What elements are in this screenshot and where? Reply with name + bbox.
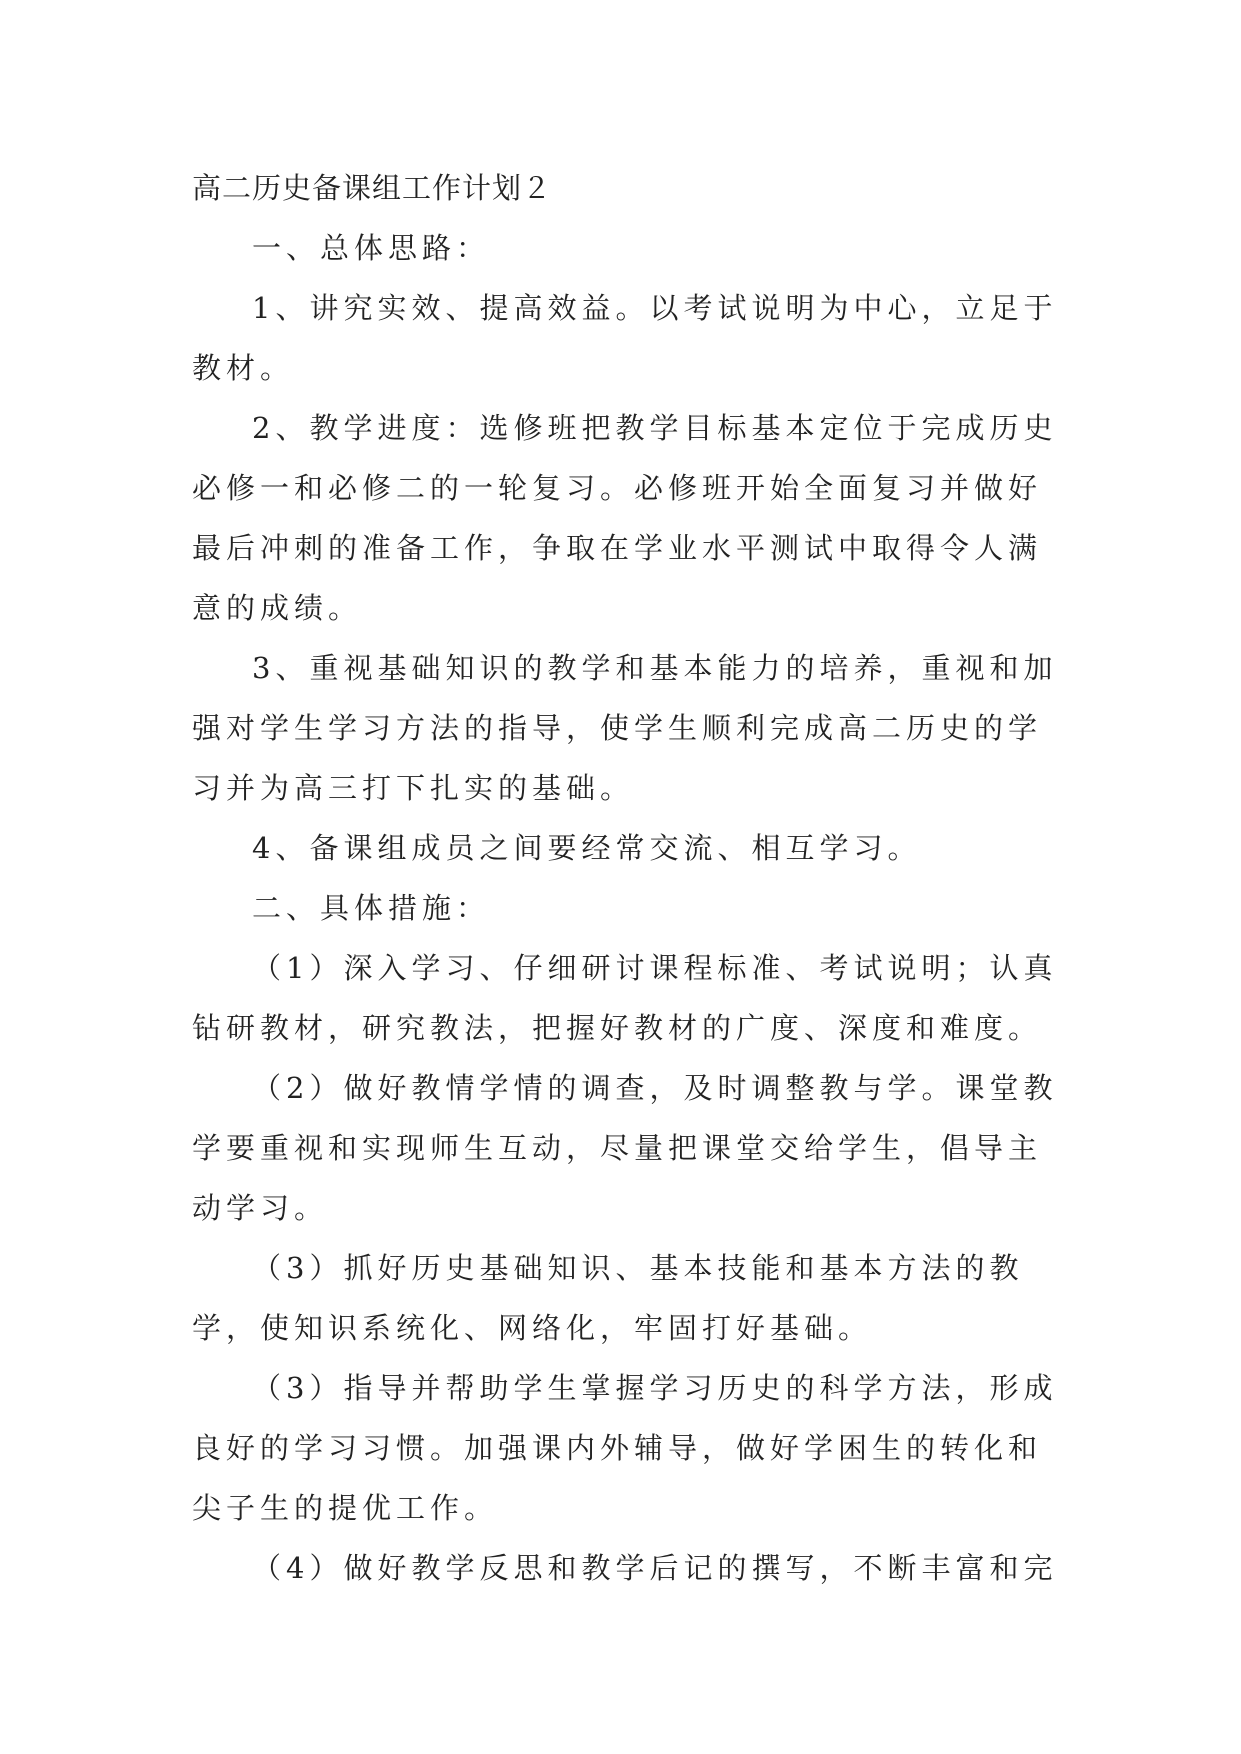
section-heading-specific-measures: 二、具体措施： bbox=[252, 891, 491, 925]
paragraph-item-4: 4、备课组成员之间要经常交流、相互学习。 bbox=[252, 831, 922, 865]
paragraph-item-2: 2、教学进度：选修班把教学目标基本定位于完成历史必修一和必修二的一轮复习。必修班开始全面复习并做好最后冲刺的准备工作，争取在学业水平测试中取得令人满意的成绩。 bbox=[192, 411, 1058, 625]
measure-item-3a: （3）抓好历史基础知识、基本技能和基本方法的教学，使知识系统化、网络化，牢固打好基础。 bbox=[192, 1251, 1024, 1345]
paragraph-item-3: 3、重视基础知识的教学和基本能力的培养，重视和加强对学生学习方法的指导，使学生顺利完成高二历史的学习并为高三打下扎实的基础。 bbox=[192, 651, 1058, 805]
measure-item-2: （2）做好教情学情的调查，及时调整教与学。课堂教学要重视和实现师生互动，尽量把课堂交给学生，倡导主动学习。 bbox=[192, 1071, 1058, 1225]
measure-item-1: （1）深入学习、仔细研讨课程标准、考试说明；认真钻研教材，研究教法，把握好教材的广度、深度和难度。 bbox=[192, 951, 1058, 1045]
measure-item-3b: （3）指导并帮助学生掌握学习历史的科学方法，形成良好的学习习惯。加强课内外辅导，做好学困生的转化和尖子生的提优工作。 bbox=[192, 1371, 1058, 1525]
paragraph-item-1: 1、讲究实效、提高效益。以考试说明为中心，立足于教材。 bbox=[192, 291, 1058, 385]
document-title: 高二历史备课组工作计划２ bbox=[192, 171, 553, 205]
measure-item-4: （4）做好教学反思和教学后记的撰写，不断丰富和完 bbox=[252, 1551, 1058, 1585]
section-heading-overall-approach: 一、总体思路： bbox=[252, 231, 491, 265]
document-body bbox=[192, 158, 1062, 1598]
